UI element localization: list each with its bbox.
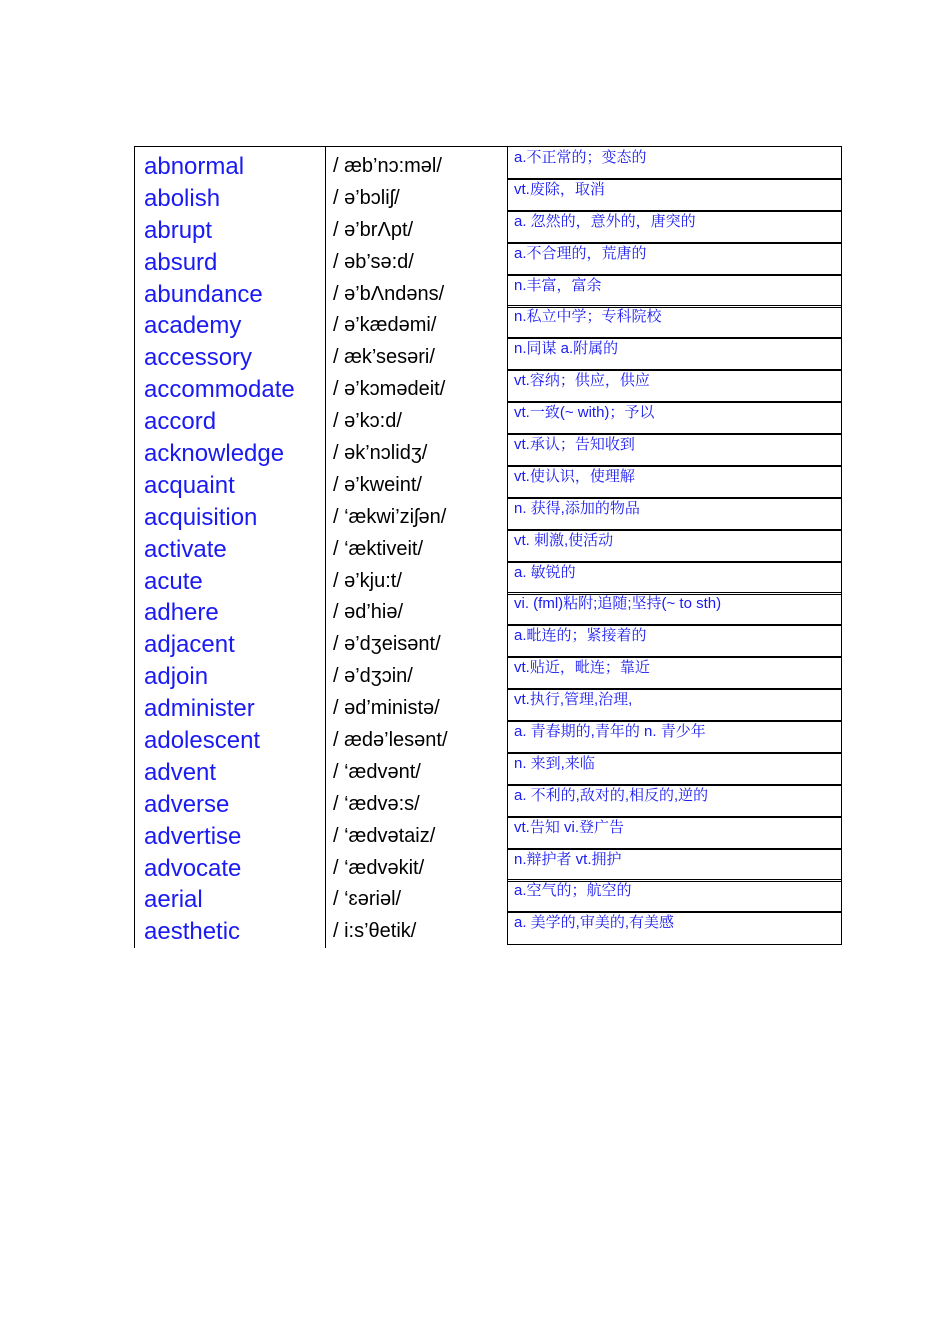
entry-phonetic: / ə’bɔliʃ/ xyxy=(333,186,400,209)
entry-phonetic: / ə’dʒeisənt/ xyxy=(333,633,441,656)
entry-definition: a. 美学的,审美的,有美感 xyxy=(514,914,675,932)
definition-cell xyxy=(507,305,842,339)
entry-phonetic: / ‘ækwi’ziʃən/ xyxy=(333,505,447,528)
definition-cell xyxy=(507,816,842,850)
entry-word: acquaint xyxy=(144,471,235,499)
entry-phonetic: / ə’brΛpt/ xyxy=(333,218,414,241)
entry-phonetic: / i:s’θetik/ xyxy=(333,920,417,943)
entry-word: acute xyxy=(144,567,203,595)
entry-word: advent xyxy=(144,758,217,786)
entry-word: adverse xyxy=(144,790,230,818)
entry-phonetic: / əb’sə:d/ xyxy=(333,250,414,273)
entry-phonetic: / ‘ædvəkit/ xyxy=(333,856,425,879)
entry-definition: vt.使认识，使理解 xyxy=(514,467,635,485)
definition-cell xyxy=(507,369,842,403)
definition-cell xyxy=(507,242,842,276)
vocabulary-rows xyxy=(134,151,841,948)
entry-definition: vt. 刺激,使活动 xyxy=(514,531,614,549)
entry-phonetic: / ‘ædvətaiz/ xyxy=(333,824,436,847)
entry-phonetic: / ‘æktiveit/ xyxy=(333,537,424,560)
entry-phonetic: / ə’dʒɔin/ xyxy=(333,665,413,688)
entry-word: accessory xyxy=(144,344,253,372)
entry-definition: a. 忽然的，意外的，唐突的 xyxy=(514,212,696,230)
definition-cell xyxy=(507,146,842,180)
definition-cell xyxy=(507,592,842,626)
entry-word: adolescent xyxy=(144,727,261,755)
entry-word: abnormal xyxy=(144,153,245,180)
entry-phonetic: / ə’kju:t/ xyxy=(333,569,402,592)
entry-definition: vt.容纳；供应，供应 xyxy=(514,372,650,390)
entry-word: advertise xyxy=(144,822,242,850)
table-row xyxy=(134,916,841,948)
entry-phonetic: / ædə’lesənt/ xyxy=(333,729,448,752)
entry-word: advocate xyxy=(144,854,242,882)
entry-word: aesthetic xyxy=(144,918,241,946)
definition-cell xyxy=(507,433,842,467)
definition-cell xyxy=(507,752,842,786)
entry-definition: n. 获得,添加的物品 xyxy=(514,499,640,517)
entry-phonetic: / æk’sesəri/ xyxy=(333,346,435,369)
vocabulary-table xyxy=(134,146,841,948)
entry-definition: vt.承认；告知收到 xyxy=(514,436,635,454)
definition-cell xyxy=(507,720,842,754)
entry-phonetic: / ə’kɔmədeit/ xyxy=(333,378,446,401)
entry-definition: a.不合理的，荒唐的 xyxy=(514,244,647,262)
entry-definition: a. 敏锐的 xyxy=(514,563,576,581)
entry-word: absurd xyxy=(144,248,218,276)
entry-word: abolish xyxy=(144,184,221,212)
entry-phonetic: / ə’kɔ:d/ xyxy=(333,410,402,433)
entry-definition: vt.执行,管理,治理, xyxy=(514,691,633,709)
entry-definition: n.丰富，富余 xyxy=(514,276,602,294)
entry-definition: vi. (fml)粘附;追随;坚持(~ to sth) xyxy=(514,595,722,613)
definition-cell xyxy=(507,784,842,818)
definition-cell xyxy=(507,688,842,722)
entry-definition: vt.废除，取消 xyxy=(514,180,605,198)
entry-definition: a.毗连的；紧接着的 xyxy=(514,627,647,645)
entry-phonetic: / ‘ædvənt/ xyxy=(333,760,421,783)
definition-cell xyxy=(507,210,842,244)
definition-cell xyxy=(507,656,842,690)
entry-word: adhere xyxy=(144,599,219,627)
definition-cell xyxy=(507,465,842,499)
definition-cell xyxy=(507,848,842,882)
entry-phonetic: / ə’kædəmi/ xyxy=(333,314,437,337)
entry-phonetic: / əd’hiə/ xyxy=(333,601,404,624)
entry-word: accommodate xyxy=(144,376,295,404)
entry-word: adjoin xyxy=(144,663,209,691)
definition-cell xyxy=(507,401,842,435)
entry-definition: n.私立中学；专科院校 xyxy=(514,308,662,326)
definition-cell xyxy=(507,274,842,308)
entry-phonetic: / ‘ɛəriəl/ xyxy=(333,888,402,911)
entry-definition: n.同谋 a.附属的 xyxy=(514,340,619,358)
entry-phonetic: / æb’nɔ:məl/ xyxy=(333,155,442,177)
entry-definition: vt.告知 vi.登广告 xyxy=(514,818,625,836)
entry-word: acquisition xyxy=(144,503,258,531)
entry-word: activate xyxy=(144,535,227,563)
entry-definition: a. 不利的,敌对的,相反的,逆的 xyxy=(514,786,709,804)
entry-word: academy xyxy=(144,312,242,340)
entry-word: accord xyxy=(144,408,217,436)
definition-cell xyxy=(507,561,842,595)
entry-word: abundance xyxy=(144,280,263,308)
definition-cell xyxy=(507,624,842,658)
definition-cell xyxy=(507,529,842,563)
entry-word: administer xyxy=(144,695,255,723)
definition-cell xyxy=(507,879,842,913)
entry-phonetic: / ‘ædvə:s/ xyxy=(333,792,420,815)
entry-definition: a. 青春期的,青年的 n. 青少年 xyxy=(514,723,706,741)
entry-word: abrupt xyxy=(144,216,213,244)
entry-word: aerial xyxy=(144,886,203,914)
entry-phonetic: / ə’kweint/ xyxy=(333,473,422,496)
entry-definition: n. 来到,来临 xyxy=(514,754,595,772)
entry-word: acknowledge xyxy=(144,440,285,468)
entry-definition: a.空气的；航空的 xyxy=(514,882,632,900)
entry-definition: vt.一致(~ with)；予以 xyxy=(514,404,655,422)
definition-cell xyxy=(507,337,842,371)
entry-definition: n.辩护者 vt.拥护 xyxy=(514,850,622,868)
entry-phonetic: / ək’nɔlidʒ/ xyxy=(333,442,428,465)
definition-cell xyxy=(507,497,842,531)
entry-phonetic: / əd’ministə/ xyxy=(333,697,440,720)
definition-cell xyxy=(507,911,842,945)
entry-definition: vt.贴近，毗连；靠近 xyxy=(514,659,650,677)
definition-cell xyxy=(507,178,842,212)
entry-definition: a.不正常的；变态的 xyxy=(514,149,647,166)
entry-phonetic: / ə’bΛndəns/ xyxy=(333,282,445,305)
entry-word: adjacent xyxy=(144,631,235,659)
